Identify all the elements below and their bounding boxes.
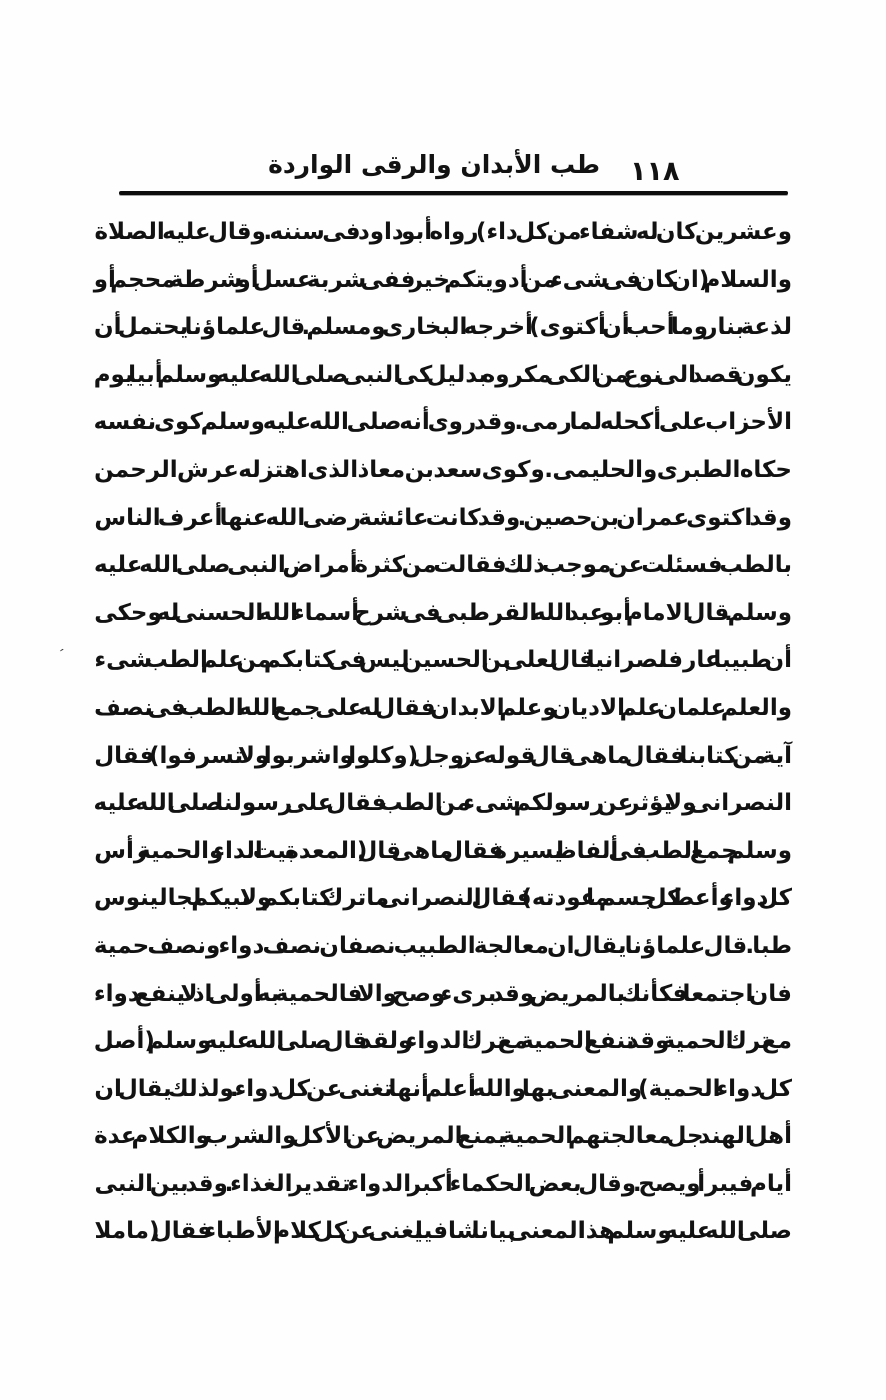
text-line: كل دواء الحمية) والمعنى بها والله أعلم أنها تغنى عن كل دواء . ولذلك يقال ان (94, 1075, 792, 1102)
text-line: آية من كتابنا فقال ماهى قال قوله عز وجل (وكلوا واشربوا ولا تسرفوا) فقال (94, 742, 792, 769)
text-line: الأحزاب على أكحله لما رمى . وقد روى أنه صلى الله عليه وسلم كوى نفسه (93, 409, 792, 436)
text-line: صلى الله عليه وسلم هذا المعنى بيانا شافيا يغنى عن كل كلام الأطباء فقال (ماملا (94, 1218, 792, 1245)
margin-tick-mark: ′ (54, 645, 66, 664)
text-line: مع ترك الحمية وقد تنفع الحمية مع ترك الدواء . ولقد قال صلى الله عليه وسلم (أصل (93, 1028, 792, 1055)
text-line: بالطب فسئلت عن موجب ذلك فقالت من كثرة أمراض النبى صلى الله عليه (93, 552, 792, 579)
text-line: كل دواء وأعط كل جسم ما عودته) فقال النصرانى ماترك كتابكم ولا نبيكم لجالينوس (94, 885, 792, 912)
text-line: أهل الهند جل معالجتهم الحمية يمنع المريض عن الأكل والشرب والكلام عدة (94, 1123, 792, 1150)
text-line: أن طبيبا عارفا نصرانيا قال لعلى بن الحسين ليس فى كتابكم من علم الطب شىء (94, 647, 792, 674)
text-line: وسلم جمع الطب فى ألفاظ يسيرة فقال ماهى قال (المعدة بيت الداء والحمية رأس (94, 837, 792, 864)
text-line: لذعة بنار وما أحب أن أكتوى) أخرجه البخارى ومسلم . قال علماؤنا يحتمل أن (93, 314, 792, 341)
text-line: والعلم علمان علم الاديان وعلم الابدان فقال له على جمع الله الطب فى نصف (94, 694, 792, 721)
page-header (0, 148, 886, 193)
text-line: أيام فيبرأ ويصح . وقال بعض الحكماء أكبر الدواء تقدير الغذاء . وقد بين النبى (94, 1170, 792, 1197)
text-line: يكون قصد الى نوع من الكى مكروه بدليل كى النبى صلى الله عليه وسلم أبيا يوم (93, 361, 792, 388)
header-rule-divider (119, 191, 788, 195)
text-line: النصرانى ولا يؤثر عن رسولكم شىء من الطب فقال على رسولنا صلى الله عليه (93, 790, 792, 817)
text-line: وعشرين كان له شفاء من كل داء) رواه أبو داود فى سننه . وقال عليه الصلاة (94, 219, 792, 245)
page-number: ١١٨ (630, 156, 680, 187)
body-text-block (94, 209, 792, 1256)
text-line: والسلام (ان كان فى شىء من أدويتكم خير ففى شربة عسل أو شرطة محجم أو (93, 266, 792, 293)
text-line: فان اجتمعا فكأنك بالمريض وقد برىء وصح والا فالحمية به أولى اذ لا ينفع دواء (93, 980, 792, 1007)
text-line: وقد اكتوى عمران بن حصين . وقد كانت عائشة رضى الله عنها أعرف الناس (94, 504, 792, 531)
text-line: حكاه الطبرى والحليمى . وكوى سعد بن معاذ الذى اهتز له عرش الرحمن (94, 456, 792, 483)
text-line: وسلم . قال الامام أبو عبد الله القرطبى فى شرح أسماء الله الحسنى له وحكى (94, 599, 792, 626)
running-title: طب الأبدان والرقى الواردة (268, 150, 600, 179)
text-line: طبا . قال علماؤنا يقال ان معالجة الطبيب نصفان نصف دواء ونصف حمية (93, 932, 792, 959)
